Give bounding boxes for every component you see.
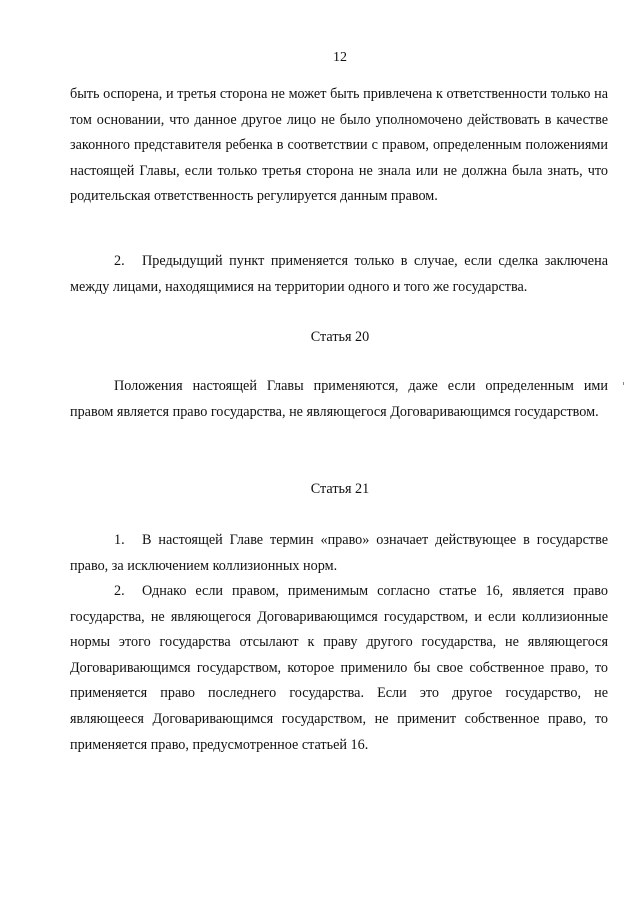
paragraph-continuation: быть оспорена, и третья сторона не может быть привлечена к ответственности только на том основании, что данное другое лицо не было уполномочено действовать в качестве законного представителя ребенка в соответствии с правом, определенным положениями настоящей Главы, если только третья сторона не знала или не должна была знать, что родительская ответственность регулируется данным правом. [70,86,608,205]
article-20-title: Статья 20 [310,329,370,345]
scan-speck [623,382,624,385]
paragraph-text: Однако если правом, применимым согласно статье 16, является право государства, не являющегося Договаривающимся государством, и если коллизионные нормы этого государства отсылают к праву другого государства, не являющегося Договаривающимся государством, которое применило бы свое собственное право, то применяется право последнего государства. Если это другое государство, не являющееся Договаривающимся государством, не применит собственное право, то применяется право, предусмотренное статьей 16. [70,583,608,753]
paragraph-text: В настоящей Главе термин «право» означает действующее в государстве право, за исключением коллизионных норм. [70,532,608,574]
paragraph-text: Предыдущий пункт применяется только в случае, если сделка заключена между лицами, находящимися на территории одного и того же государства. [70,253,608,295]
page-number: 12 [333,50,347,65]
item-number: 2. [114,253,125,269]
paragraph-item-2 [70,249,608,300]
article-21-item-2 [70,579,608,758]
article-21-title: Статья 21 [310,481,370,497]
item-number: 1. [114,532,125,548]
item-number: 2. [114,583,125,599]
article-20-text: Положения настоящей Главы применяются, даже если определенным ими правом является право государства, не являющегося Договаривающимся государством. [70,378,608,420]
article-21-item-1 [70,528,608,579]
